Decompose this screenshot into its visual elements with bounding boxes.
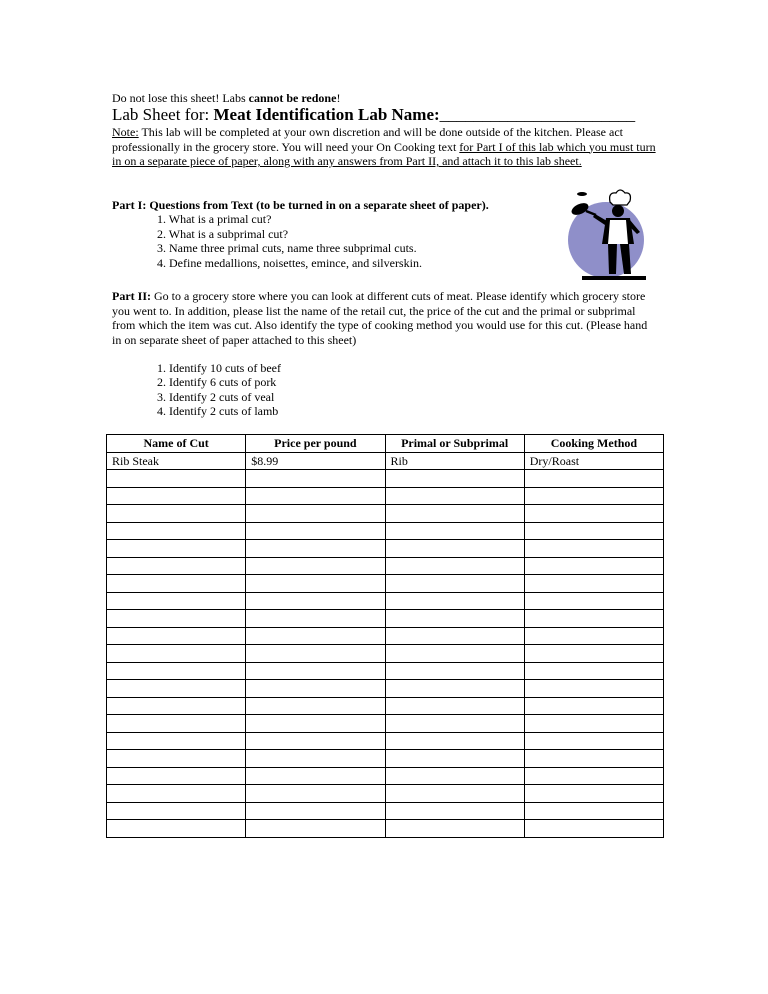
table-row xyxy=(107,732,664,750)
table-cell[interactable] xyxy=(107,557,246,575)
table-cell[interactable] xyxy=(107,802,246,820)
table-cell[interactable]: Dry/Roast xyxy=(524,452,663,470)
table-cell[interactable] xyxy=(246,697,385,715)
table-cell[interactable] xyxy=(107,715,246,733)
table-row xyxy=(107,645,664,663)
table-cell[interactable] xyxy=(524,575,663,593)
table-row xyxy=(107,610,664,628)
table-cell[interactable] xyxy=(385,697,524,715)
table-cell[interactable] xyxy=(246,592,385,610)
header-name-of-cut: Name of Cut xyxy=(107,435,246,453)
table-row xyxy=(107,820,664,838)
table-row xyxy=(107,715,664,733)
table-cell[interactable] xyxy=(524,802,663,820)
table-cell[interactable] xyxy=(385,627,524,645)
table-cell[interactable] xyxy=(107,680,246,698)
table-cell[interactable] xyxy=(385,557,524,575)
table-cell[interactable] xyxy=(524,505,663,523)
note-paragraph xyxy=(112,125,657,169)
table-cell[interactable] xyxy=(385,680,524,698)
table-cell[interactable] xyxy=(246,540,385,558)
table-row xyxy=(107,662,664,680)
part2-paragraph xyxy=(112,289,657,347)
table-cell[interactable] xyxy=(385,470,524,488)
table-cell[interactable] xyxy=(246,470,385,488)
table-cell[interactable] xyxy=(385,662,524,680)
table-cell[interactable] xyxy=(107,505,246,523)
table-cell[interactable] xyxy=(524,785,663,803)
table-cell[interactable] xyxy=(107,522,246,540)
table-row xyxy=(107,750,664,768)
table-cell[interactable] xyxy=(107,610,246,628)
table-row xyxy=(107,487,664,505)
table-cell[interactable] xyxy=(246,487,385,505)
table-row xyxy=(107,592,664,610)
table-row xyxy=(107,470,664,488)
table-cell[interactable] xyxy=(385,592,524,610)
part1-item: 1. What is a primal cut? xyxy=(157,212,272,226)
part2-item: 3. Identify 2 cuts of veal xyxy=(157,390,275,404)
table-row xyxy=(107,627,664,645)
chef-flipping-pan-icon xyxy=(566,188,648,282)
table-cell[interactable] xyxy=(524,662,663,680)
table-cell[interactable]: Rib Steak xyxy=(107,452,246,470)
table-cell[interactable] xyxy=(385,487,524,505)
table-cell[interactable] xyxy=(107,732,246,750)
table-cell[interactable] xyxy=(385,505,524,523)
table-cell[interactable] xyxy=(385,645,524,663)
title-bold: Meat Identification Lab Name: xyxy=(213,105,440,124)
table-cell[interactable] xyxy=(385,785,524,803)
table-row xyxy=(107,575,664,593)
table-cell[interactable] xyxy=(385,575,524,593)
table-cell[interactable]: Rib xyxy=(385,452,524,470)
table-cell[interactable] xyxy=(246,785,385,803)
part2-item: 2. Identify 6 cuts of pork xyxy=(157,375,277,389)
warning-bold: cannot be redone xyxy=(248,91,337,105)
table-row xyxy=(107,540,664,558)
header-cooking-method: Cooking Method xyxy=(524,435,663,453)
table-cell[interactable] xyxy=(246,627,385,645)
table-cell[interactable] xyxy=(246,802,385,820)
table-row xyxy=(107,522,664,540)
table-cell[interactable] xyxy=(385,820,524,838)
table-cell[interactable] xyxy=(385,540,524,558)
table-cell[interactable] xyxy=(107,627,246,645)
table-cell[interactable] xyxy=(107,697,246,715)
part2-item: 1. Identify 10 cuts of beef xyxy=(157,361,281,375)
table-cell[interactable] xyxy=(385,802,524,820)
table-row xyxy=(107,802,664,820)
table-cell[interactable] xyxy=(246,715,385,733)
table-cell[interactable] xyxy=(107,750,246,768)
table-cell[interactable]: $8.99 xyxy=(246,452,385,470)
header-price-per-pound: Price per pound xyxy=(246,435,385,453)
table-cell[interactable] xyxy=(246,750,385,768)
part2-text: Go to a grocery store where you can look at different cuts of meat. Please identify which grocery store you went to. In addition, please list the name of the retail cut, the price of the cut and the primal or subprimal from which the item was cut. Also identify the type of cooking method you would use for this cut. (Please hand in on separate sheet of paper attached to this sheet) xyxy=(112,289,648,347)
table-cell[interactable] xyxy=(385,732,524,750)
part1-heading: Part I: Questions from Text (to be turned in on a separate sheet of paper). xyxy=(112,198,489,212)
table-cell[interactable] xyxy=(107,540,246,558)
note-text: This lab will be completed at your own discretion and will be done outside of the kitchen. Please act professionally in the grocery store. You will need your On Cooking text xyxy=(112,125,623,154)
part2-label: Part II: xyxy=(112,289,151,303)
table-cell[interactable] xyxy=(385,750,524,768)
table-cell[interactable] xyxy=(107,470,246,488)
table-cell[interactable] xyxy=(107,645,246,663)
table-cell[interactable] xyxy=(107,662,246,680)
table-cell[interactable] xyxy=(524,592,663,610)
table-cell[interactable] xyxy=(246,610,385,628)
table-cell[interactable] xyxy=(524,697,663,715)
table-cell[interactable] xyxy=(524,645,663,663)
cuts-table xyxy=(106,434,664,838)
table-row xyxy=(107,680,664,698)
note-label: Note: xyxy=(112,125,139,139)
part1-item: 4. Define medallions, noisettes, emince, and silverskin. xyxy=(157,256,422,270)
page-title xyxy=(112,105,635,125)
table-cell[interactable] xyxy=(246,767,385,785)
table-cell[interactable] xyxy=(107,487,246,505)
warning-line xyxy=(112,91,340,106)
table-cell[interactable] xyxy=(246,662,385,680)
table-row xyxy=(107,557,664,575)
header-primal-or-subprimal: Primal or Subprimal xyxy=(385,435,524,453)
note-underlined-text: for Part I of this lab which you must turn in on a separate piece of paper, along with any answers from Part II, and attach it to this lab sheet. xyxy=(112,139,656,168)
table-cell[interactable] xyxy=(107,592,246,610)
table-cell[interactable] xyxy=(524,470,663,488)
table-cell[interactable] xyxy=(524,732,663,750)
table-cell[interactable] xyxy=(246,557,385,575)
table-cell[interactable] xyxy=(107,575,246,593)
table-cell[interactable] xyxy=(246,680,385,698)
table-cell[interactable] xyxy=(524,540,663,558)
part1-item: 3. Name three primal cuts, name three subprimal cuts. xyxy=(157,241,417,255)
warning-suffix: ! xyxy=(336,91,341,105)
table-cell[interactable] xyxy=(524,557,663,575)
table-cell[interactable] xyxy=(524,680,663,698)
table-cell[interactable] xyxy=(524,522,663,540)
table-cell[interactable] xyxy=(246,820,385,838)
table-cell[interactable] xyxy=(524,627,663,645)
table-cell[interactable] xyxy=(107,767,246,785)
name-blank: _______________________ xyxy=(439,105,636,124)
table-cell[interactable] xyxy=(524,487,663,505)
table-row xyxy=(107,785,664,803)
table-cell[interactable] xyxy=(385,715,524,733)
table-cell[interactable] xyxy=(385,610,524,628)
table-cell[interactable] xyxy=(524,767,663,785)
part2-item: 4. Identify 2 cuts of lamb xyxy=(157,404,279,418)
table-cell[interactable] xyxy=(246,522,385,540)
table-cell[interactable] xyxy=(246,645,385,663)
table-cell[interactable] xyxy=(385,767,524,785)
table-cell[interactable] xyxy=(107,785,246,803)
table-cell[interactable] xyxy=(524,610,663,628)
table-cell[interactable] xyxy=(246,575,385,593)
table-cell[interactable] xyxy=(385,522,524,540)
table-cell[interactable] xyxy=(524,820,663,838)
part1-item: 2. What is a subprimal cut? xyxy=(157,227,289,241)
table-cell[interactable] xyxy=(524,715,663,733)
table-cell[interactable] xyxy=(107,820,246,838)
table-cell[interactable] xyxy=(524,750,663,768)
table-row xyxy=(107,697,664,715)
table-cell[interactable] xyxy=(246,732,385,750)
warning-prefix: Do not lose this sheet! Labs xyxy=(112,91,249,105)
table-row xyxy=(107,767,664,785)
title-prefix: Lab Sheet for: xyxy=(112,105,214,124)
table-header-row xyxy=(107,435,664,453)
table-row xyxy=(107,452,664,470)
table-row xyxy=(107,505,664,523)
table-cell[interactable] xyxy=(246,505,385,523)
